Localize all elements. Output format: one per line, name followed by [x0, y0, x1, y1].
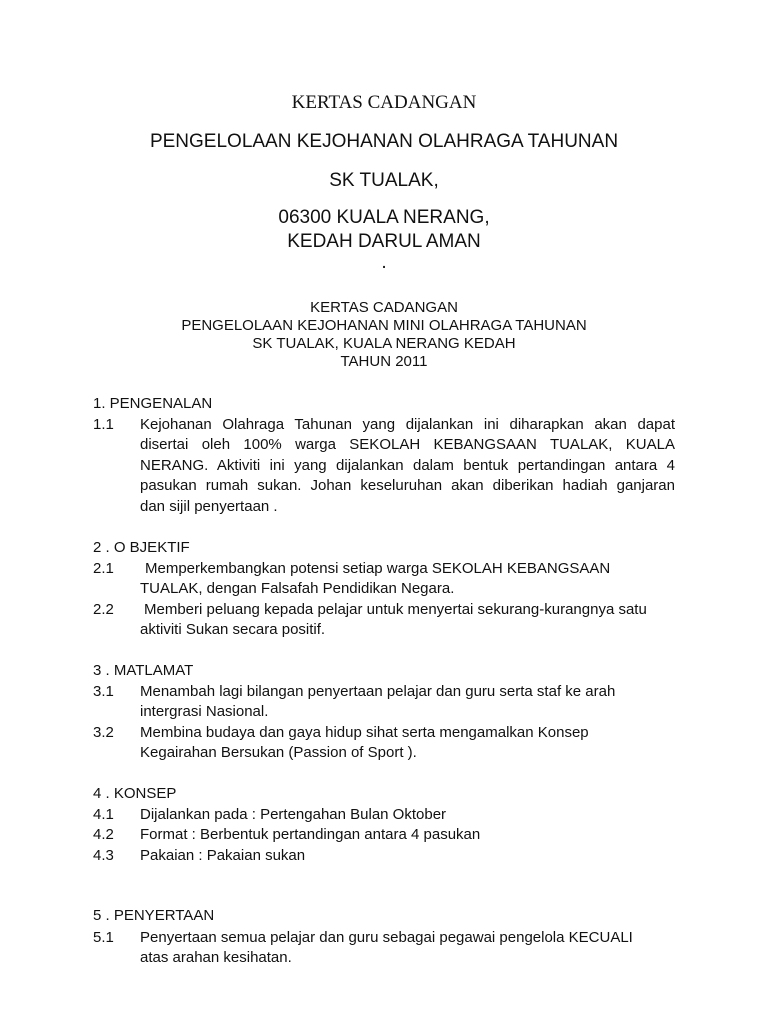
paragraph-line: Kejohanan Olahraga Tahunan yang dijalankan ini diharapkan akan dapat [140, 416, 675, 433]
title-dot: . [381, 252, 387, 273]
item-number: 1.1 [93, 416, 114, 433]
paragraph-line: Penyertaan semua pelajar dan guru sebagai pegawai pengelola KECUALI [140, 929, 633, 946]
paragraph-line: Memperkembangkan potensi setiap warga SEKOLAH KEBANGSAAN [145, 560, 611, 577]
item-number: 5.1 [93, 929, 114, 946]
section-heading: 2 . O BJEKTIF [93, 539, 190, 556]
section-heading: 1. PENGENALAN [93, 395, 213, 412]
address-line-1: 06300 KUALA NERANG, [278, 207, 490, 228]
item-number: 4.1 [93, 806, 114, 823]
paragraph-line: TUALAK, dengan Falsafah Pendidikan Negara. [140, 580, 455, 597]
event-title: PENGELOLAAN KEJOHANAN OLAHRAGA TAHUNAN [149, 131, 619, 152]
document-title: KERTAS CADANGAN [291, 92, 477, 113]
paragraph-line: pasukan rumah sukan. Johan keseluruhan akan diberikan hadiah ganjaran [140, 477, 675, 494]
item-number: 2.2 [93, 601, 114, 618]
paragraph-line: dan sijil penyertaan . [140, 498, 278, 515]
paragraph-line: Kegairahan Bersukan (Passion of Sport ). [140, 744, 417, 761]
subtitle-line-3: SK TUALAK, KUALA NERANG KEDAH [252, 335, 516, 352]
paragraph-line: Pakaian : Pakaian sukan [140, 847, 306, 864]
paragraph-line: Dijalankan pada : Pertengahan Bulan Oktober [140, 806, 447, 823]
subtitle-line-2: PENGELOLAAN KEJOHANAN MINI OLAHRAGA TAHUNAN [181, 317, 587, 334]
item-number: 2.1 [93, 560, 114, 577]
paragraph-line: atas arahan kesihatan. [140, 949, 292, 966]
paragraph-line: disertai oleh 100% warga SEKOLAH KEBANGSAAN TUALAK, KUALA [140, 436, 675, 453]
item-number: 4.3 [93, 847, 114, 864]
subtitle-line-4: TAHUN 2011 [340, 353, 428, 370]
item-number: 4.2 [93, 826, 114, 843]
section-heading: 5 . PENYERTAAN [93, 907, 215, 924]
paragraph-line: aktiviti Sukan secara positif. [140, 621, 326, 638]
subtitle-line-1: KERTAS CADANGAN [310, 299, 458, 316]
address-line-2: KEDAH DARUL AMAN [287, 231, 481, 252]
section-heading: 4 . KONSEP [93, 785, 177, 802]
paragraph-line: Memberi peluang kepada pelajar untuk menyertai sekurang-kurangnya satu [144, 601, 647, 618]
item-number: 3.1 [93, 683, 114, 700]
section-heading: 3 . MATLAMAT [93, 662, 194, 679]
paragraph-line: intergrasi Nasional. [140, 703, 269, 720]
item-number: 3.2 [93, 724, 114, 741]
paragraph-line: Format : Berbentuk pertandingan antara 4 pasukan [140, 826, 481, 843]
paragraph-line: Menambah lagi bilangan penyertaan pelajar dan guru serta staf ke arah [140, 683, 616, 700]
school-name: SK TUALAK, [329, 170, 439, 191]
paragraph-line: Membina budaya dan gaya hidup sihat serta mengamalkan Konsep [140, 724, 589, 741]
paragraph-line: NERANG. Aktiviti ini yang dijalankan dalam bentuk pertandingan antara 4 [140, 457, 675, 474]
